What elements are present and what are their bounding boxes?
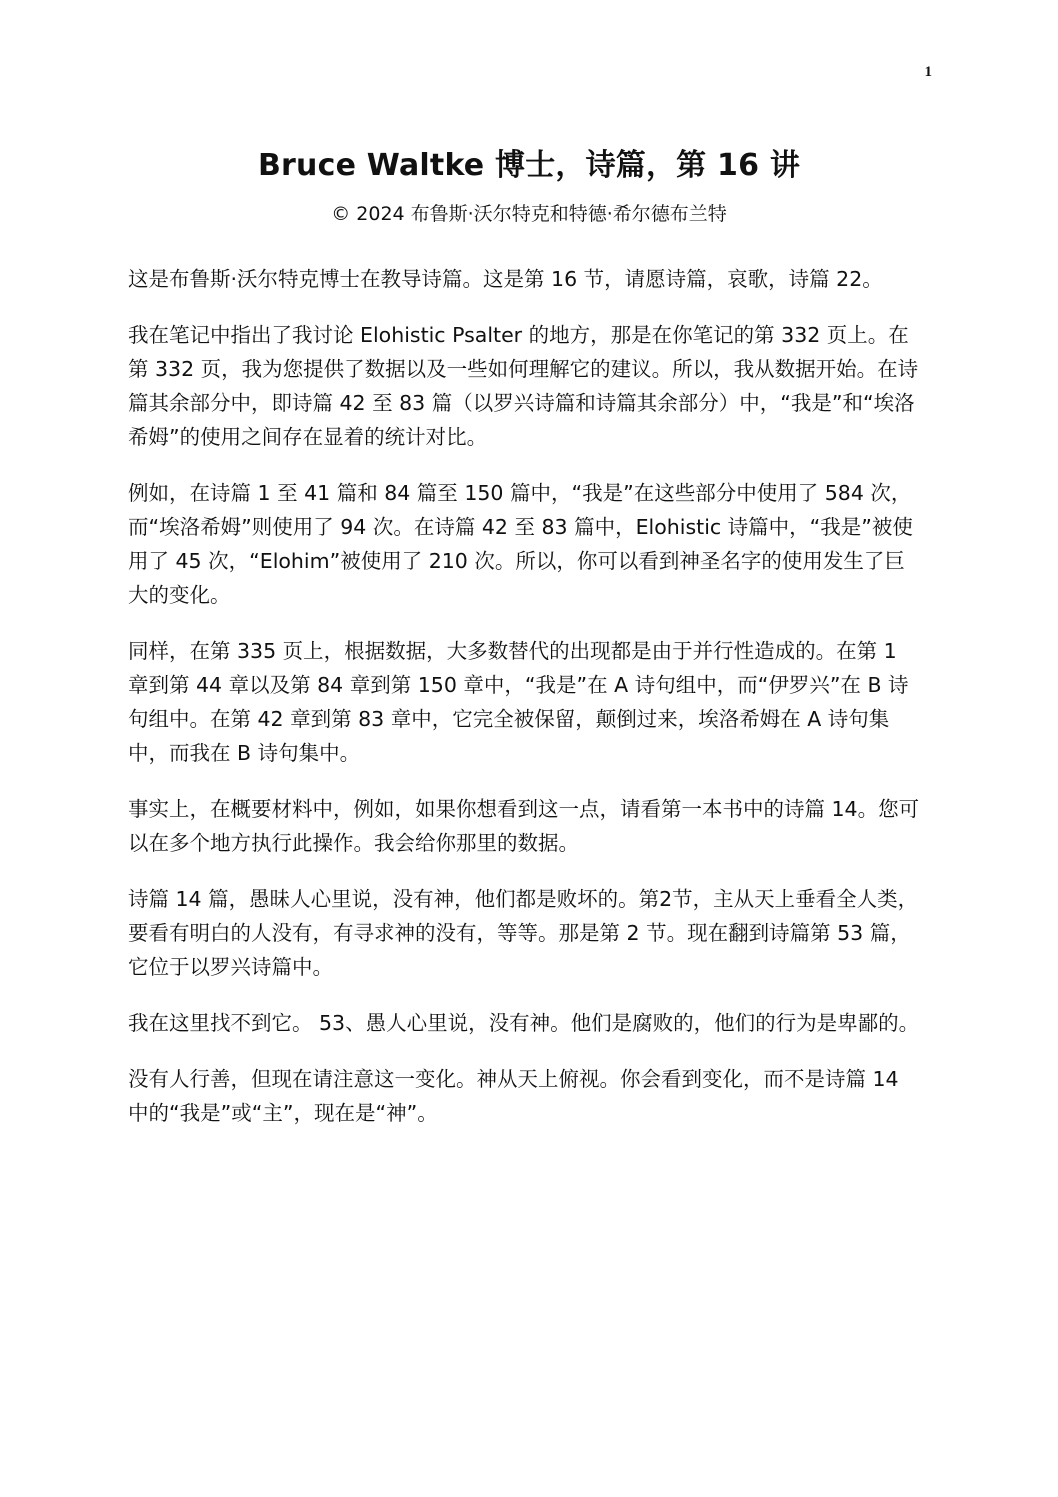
page-title: Bruce Waltke 博士，诗篇，第 16 讲 <box>257 148 801 183</box>
page-number: 1 <box>924 64 932 80</box>
paragraph-5: 事实上，在概要材料中，例如，如果你想看到这一点，请看第一本书中的诗篇 14。您可以在多个地方执行此操作。我会给你那里的数据。 <box>128 797 920 855</box>
paragraph-3: 例如，在诗篇 1 至 41 篇和 84 篇至 150 篇中，“我是”在这些部分中使用了 584 次，而“埃洛希姆”则使用了 94 次。在诗篇 42 至 83 篇中，Elohistic 诗篇中，“我是”被使用了 45 次，“Elohim”被使用了 210 次。所以，你可以看到神圣名字的使用发生了巨大的变化。 <box>128 481 913 607</box>
paragraph-1: 这是布鲁斯·沃尔特克博士在教导诗篇。这是第 16 节，请愿诗篇，哀歌，诗篇 22。 <box>128 267 883 291</box>
document-body <box>128 262 922 1152</box>
paragraph-7: 我在这里找不到它。 53、愚人心里说，没有神。他们是腐败的，他们的行为是卑鄙的。 <box>128 1011 920 1035</box>
paragraph-4: 同样，在第 335 页上，根据数据，大多数替代的出现都是由于并行性造成的。在第 1 章到第 44 章以及第 84 章到第 150 章中，“我是”在 A 诗句组中，而“伊罗兴”在 B 诗句组中。在第 42 章到第 83 章中，它完全被保留，颠倒过来，埃洛希姆在 A 诗句集中，而我在 B 诗句集中。 <box>128 639 909 765</box>
paragraph-6: 诗篇 14 篇，愚昧人心里说，没有神，他们都是败坏的。第2节，主从天上垂看全人类，要看有明白的人没有，有寻求神的没有，等等。那是第 2 节。现在翻到诗篇第 53 篇，它位于以罗兴诗篇中。 <box>128 887 919 979</box>
paragraph-2: 我在笔记中指出了我讨论 Elohistic Psalter 的地方，那是在你笔记的第 332 页上。在第 332 页，我为您提供了数据以及一些如何理解它的建议。所以，我从数据开始。在诗篇其余部分中，即诗篇 42 至 83 篇（以罗兴诗篇和诗篇其余部分）中，“我是”和“埃洛希姆”的使用之间存在显着的统计对比。 <box>128 323 919 449</box>
paragraph-8: 没有人行善，但现在请注意这一变化。神从天上俯视。你会看到变化，而不是诗篇 14 中的“我是”或“主”，现在是“神”。 <box>128 1067 899 1125</box>
copyright-line: © 2024 布鲁斯·沃尔特克和特德·希尔德布兰特 <box>331 203 727 225</box>
